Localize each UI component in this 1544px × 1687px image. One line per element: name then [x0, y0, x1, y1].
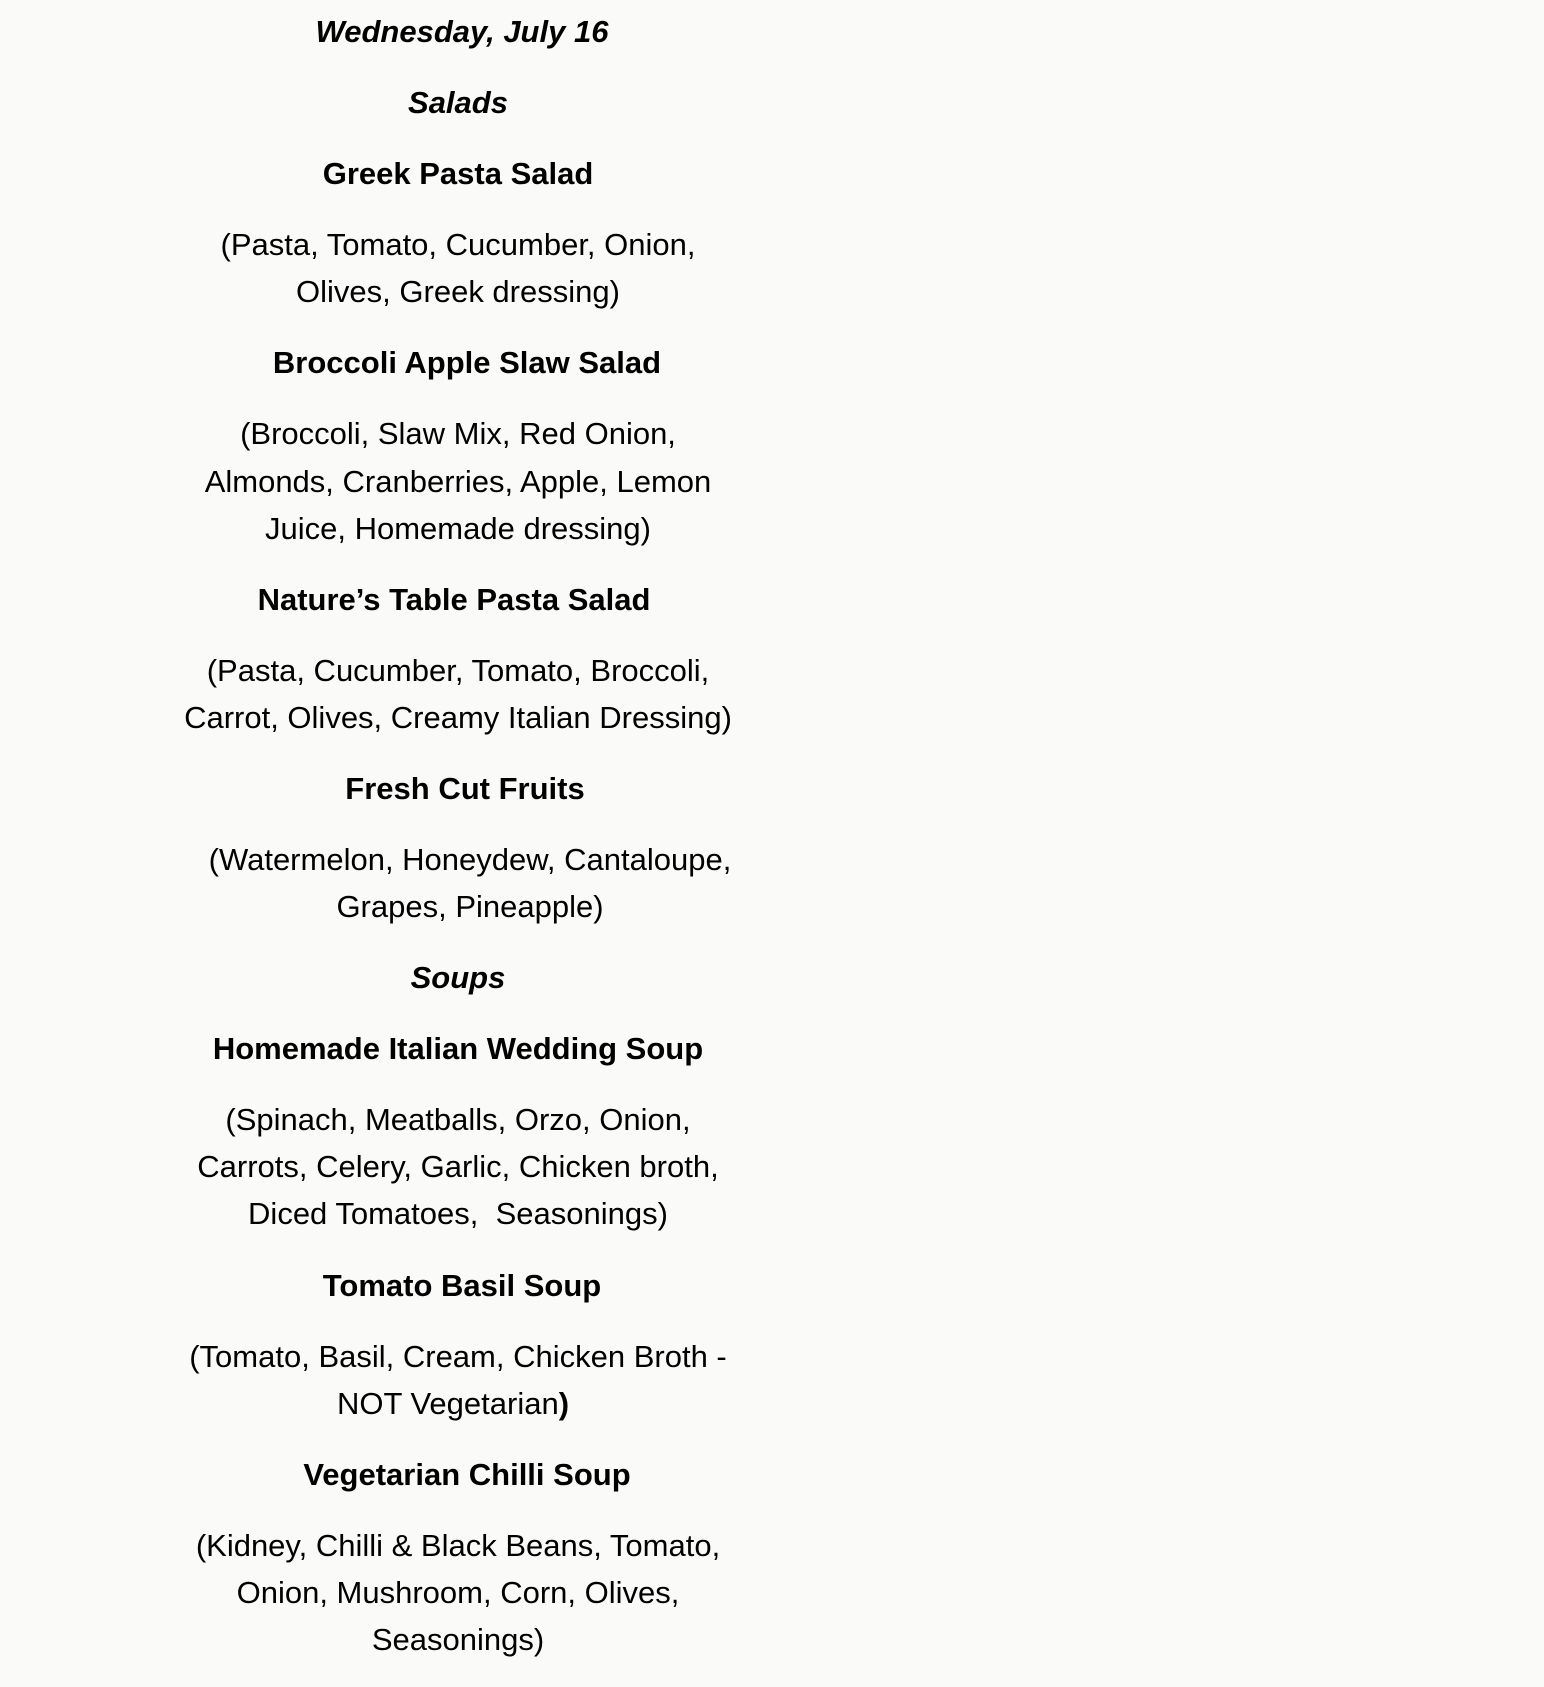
dish-desc-line: Grapes, Pineapple) — [336, 889, 604, 924]
section-title-salads: Salads — [408, 85, 508, 120]
dish-name-tomato-basil-soup: Tomato Basil Soup — [322, 1268, 602, 1303]
dish-desc-line: Carrot, Olives, Creamy Italian Dressing) — [184, 700, 732, 735]
dish-name-fresh-cut-fruits: Fresh Cut Fruits — [345, 771, 585, 806]
dish-name-natures-table-pasta-salad: Nature’s Table Pasta Salad — [257, 582, 651, 617]
dish-desc-close-paren: ) — [558, 1386, 570, 1421]
dish-name-greek-pasta-salad: Greek Pasta Salad — [322, 156, 594, 191]
dish-name-vegetarian-chilli-soup: Vegetarian Chilli Soup — [303, 1457, 631, 1492]
dish-desc-line: Onion, Mushroom, Corn, Olives, — [236, 1575, 680, 1610]
dish-desc-line: (Spinach, Meatballs, Orzo, Onion, — [225, 1102, 691, 1137]
dish-desc-text: NOT Vegetarian — [336, 1386, 559, 1421]
dish-name-homemade-italian-wedding-soup: Homemade Italian Wedding Soup — [212, 1031, 704, 1066]
dish-desc-line: (Broccoli, Slaw Mix, Red Onion, — [240, 416, 676, 451]
dish-desc-line: Carrots, Celery, Garlic, Chicken broth, — [197, 1149, 719, 1184]
dish-desc-line: (Watermelon, Honeydew, Cantaloupe, — [208, 842, 732, 877]
dish-desc-line — [0, 1380, 906, 1427]
dish-desc-line: Diced Tomatoes, Seasonings) — [248, 1196, 668, 1231]
dish-desc-line: (Kidney, Chilli & Black Beans, Tomato, — [195, 1528, 721, 1563]
section-title-soups: Soups — [410, 960, 506, 995]
dish-desc-line: (Pasta, Cucumber, Tomato, Broccoli, — [206, 653, 710, 688]
dish-desc-line: Olives, Greek dressing) — [296, 274, 620, 309]
dish-desc-line: (Pasta, Tomato, Cucumber, Onion, — [220, 227, 696, 262]
dish-desc-line: (Tomato, Basil, Cream, Chicken Broth - — [189, 1339, 727, 1374]
dish-desc-line: Almonds, Cranberries, Apple, Lemon — [204, 464, 712, 499]
menu-date: Wednesday, July 16 — [315, 14, 609, 49]
dish-name-broccoli-apple-slaw-salad: Broccoli Apple Slaw Salad — [272, 345, 662, 380]
dish-desc-line: Juice, Homemade dressing) — [265, 511, 651, 546]
dish-desc-line: Seasonings) — [371, 1622, 545, 1657]
